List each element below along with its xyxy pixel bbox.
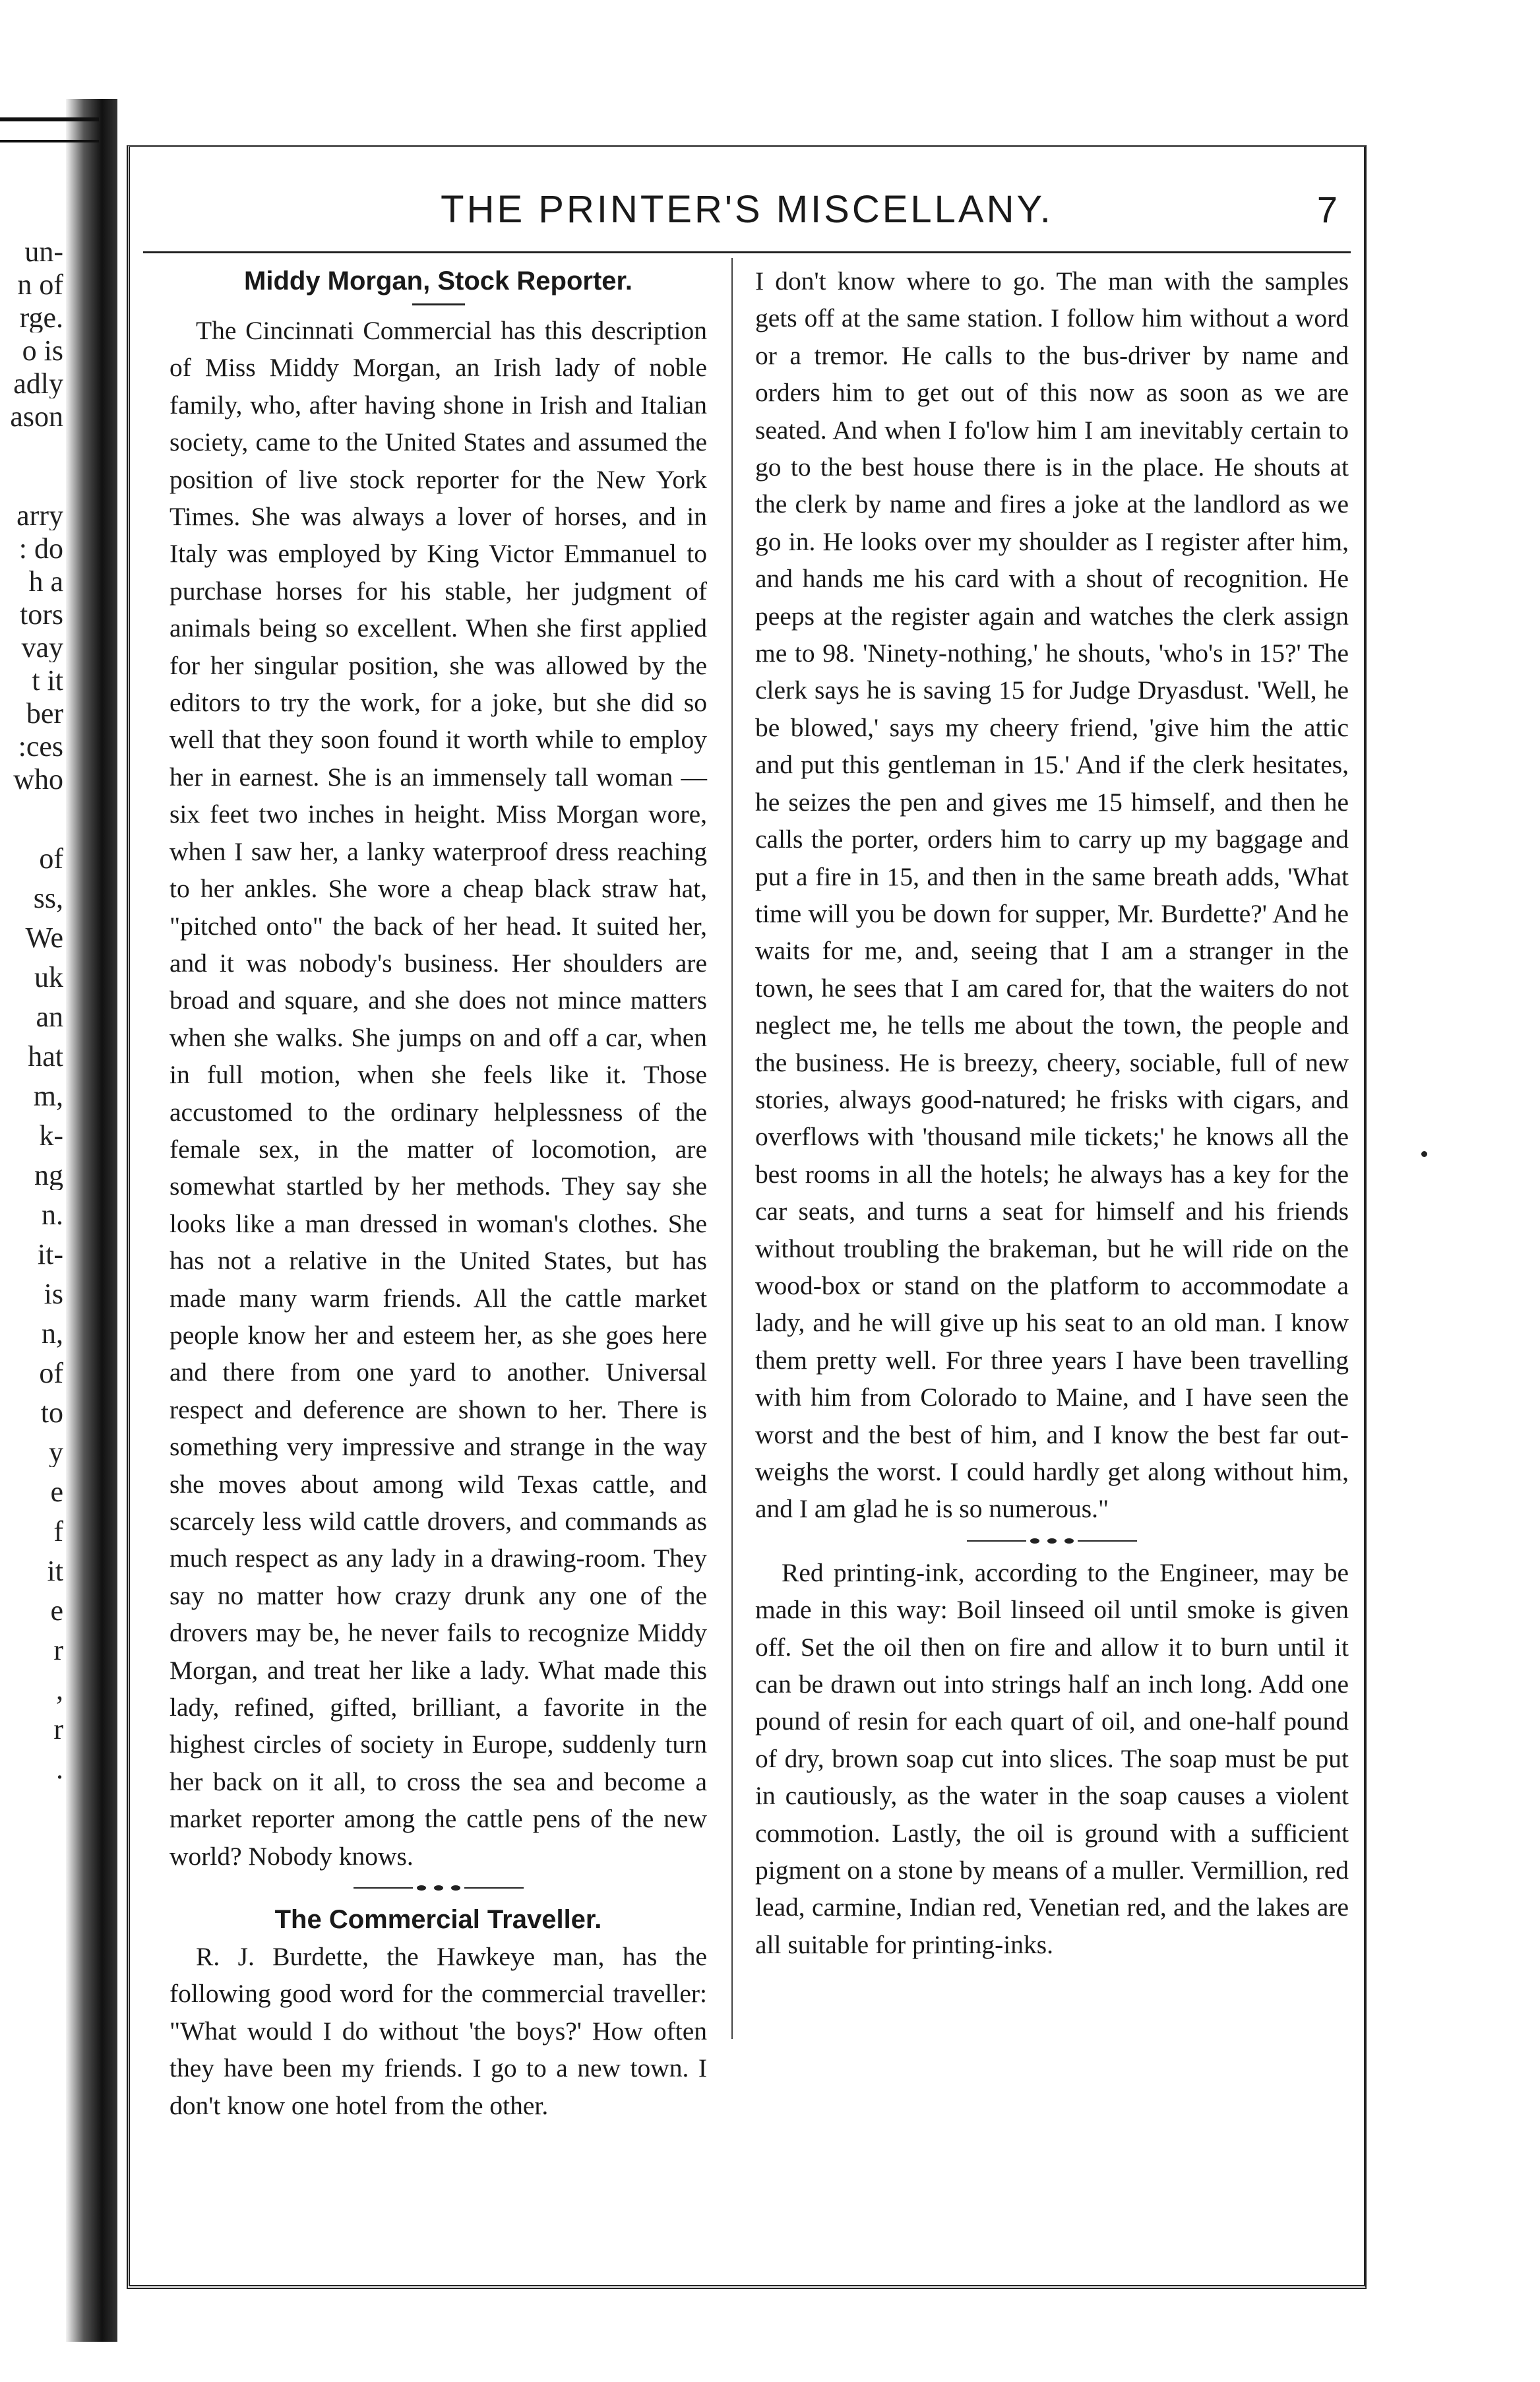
left-column	[169, 263, 707, 2124]
gutter-fragment: vay	[21, 633, 63, 662]
gutter-fragment: n.	[42, 1201, 63, 1230]
gutter-fragment: n,	[42, 1319, 63, 1348]
article-paragraph: R. J. Burdette, the Hawkeye man, has the following good word for the commercial traveller: "What would I do without 'the boys?' How often they have been my friends. I go to a new town. I don't know one hotel from the other.	[169, 1942, 707, 2120]
gutter-fragment: :ces	[18, 732, 63, 761]
gutter-fragment: ng	[34, 1161, 63, 1190]
ink-speck	[1421, 1151, 1427, 1157]
gutter-fragment: of	[39, 1359, 63, 1388]
binding-gutter	[0, 0, 132, 2382]
journal-title: THE PRINTER'S MISCELLANY.	[441, 188, 1053, 231]
article-paragraph: I don't know where to go. The man with the samples gets off at the same station. I follow him without a word or a tremor. He calls to the bus-driver by name and orders him to get out of this now as soon as we are seated. And when I fo'low him I am inevitably certain to go to the best house there is in the place. He shouts at the clerk by name and fires a joke at the landlord as we go in. He looks over my shoulder as I register after him, and hands me his card with a shout of recognition. He peeps at the register again and watches the clerk assign me to 98. 'Ninety-nothing,' he shouts, 'who's in 15?' The clerk says he is saving 15 for Judge Dryasdust. 'Well, he be blowed,' says my cheery friend, 'give him the attic and put this gentleman in 15.' And if the clerk hesitates, he seizes the pen and gives me 15 himself, and then he calls the porter, orders him to carry up my baggage and put a fire in 15, and then in the same breath adds, 'What time will you be down for supper, Mr. Burdette?' And he waits for me, and, seeing that I am a stranger in the town, he sees that I am cared for, that the waiters do not neglect me, he tells me about the town, the people and the business. He is breezy, cheery, sociable, full of new stories, always good-natured; he frisks with cigars, and overflows with 'thousand mile tickets;' he knows all the best rooms in all the hotels; he always has a key for the car seats, and turns a seat for himself and his friends without troubling the brakeman, but he will ride on the wood-box or stand on the platform to accommodate a lady, and he will give up his seat to an old man. I know them pretty well. For three years I have been travelling with him from Colorado to Maine, and I have seen the worst and the best of him, and I know the best far out-weighs the worst. I could hardly get along without him, and I am glad he is so numerous."	[755, 266, 1349, 1524]
heading-dash	[412, 303, 465, 305]
gutter-fragment: arry	[16, 501, 63, 530]
header-rule	[143, 251, 1351, 253]
gutter-fragment: ,	[56, 1676, 63, 1705]
gutter-fragment: n of	[17, 270, 63, 299]
gutter-fragment: tors	[20, 600, 63, 629]
gutter-fragment: o is	[22, 336, 63, 365]
article-paragraph: The Cincinnati Commercial has this description of Miss Middy Morgan, an Irish lady of noble family, who, after having shone in Irish and Italian society, came to the United States and assumed the position of live stock reporter for the New York Times. She was always a lover of horses, and in Italy was employed by King Victor Emmanuel to purchase horses for his stable, her judgment of animals being so excellent. When she first applied for her singular position, she was allowed by the editors to try the work, for a joke, but she did so well that they soon found it worth while to employ her in earnest. She is an immensely tall woman —six feet two inches in height. Miss Morgan wore, when I saw her, a lanky waterproof dress reaching to her ankles. She wore a cheap black straw hat, "pitched onto" the back of her head. It suited her, and it was nobody's business. Her shoulders are broad and square, and she does not mince matters when she walks. She jumps on and off a car, when in full motion, when she feels like it. Those accustomed to the ordinary helplessness of the female sex, in the matter of locomotion, are somewhat startled by her methods. They say she looks like a man dressed in woman's clothes. She has not a relative in the United States, but has made many warm friends. All the cattle market people know her and esteem her, as she goes here and there from one yard to another. Universal respect and deference are shown to her. There is something very impressive and strange in the way she moves about among wild Texas cattle, and scarcely less wild cattle drovers, and commands as much respect as any lady in a drawing-room. They say no matter how crazy drunk any one of the drovers may be, he never fails to recognize Middy Morgan, and treat her like a lady. What made this lady, refined, gifted, brilliant, a favorite in the highest circles of society in Europe, suddenly turn her back on it all, to cross the sea and become a market reporter among the cattle pens of the new world? Nobody knows.	[169, 316, 707, 1871]
gutter-fragment: h a	[28, 567, 63, 596]
gutter-fragment: ss,	[33, 884, 63, 913]
gutter-fragment: of	[39, 844, 63, 873]
gutter-fragment: rge.	[19, 303, 63, 332]
gutter-fragment: r	[53, 1715, 63, 1744]
running-header	[130, 180, 1364, 239]
right-column	[755, 263, 1349, 1963]
gutter-rule	[0, 117, 99, 121]
gutter-fragment: We	[25, 924, 63, 953]
gutter-fragment: k-	[39, 1121, 63, 1150]
gutter-fragment: un-	[24, 237, 63, 266]
gutter-fragment: m,	[33, 1082, 63, 1111]
gutter-fragment: it-	[37, 1240, 63, 1269]
article-heading: Middy Morgan, Stock Reporter.	[244, 266, 632, 296]
page	[127, 145, 1367, 2289]
gutter-fragment: to	[40, 1398, 63, 1427]
gutter-fragment: ber	[26, 699, 63, 728]
article-heading: The Commercial Traveller.	[274, 1905, 602, 1935]
gutter-fragment: is	[44, 1280, 63, 1309]
gutter-fragment: y	[49, 1438, 63, 1467]
section-ornament	[755, 1528, 1349, 1554]
gutter-fragment: : do	[18, 534, 63, 563]
gutter-fragment: f	[53, 1517, 63, 1546]
gutter-fragment: uk	[34, 963, 63, 992]
gutter-fragment: t it	[32, 666, 63, 695]
gutter-fragment: ason	[10, 402, 63, 431]
gutter-fragment: adly	[13, 369, 63, 398]
gutter-fragment: an	[36, 1003, 63, 1032]
column-divider	[731, 258, 733, 2039]
page-spine-shadow	[66, 99, 117, 2342]
gutter-fragment: r	[53, 1636, 63, 1665]
gutter-fragment: e	[50, 1596, 63, 1625]
page-number: 7	[1316, 189, 1338, 230]
article-paragraph: Red printing-ink, according to the Engineer, may be made in this way: Boil linseed oil until smoke is given off. Set the oil then on fire and allow it to burn until it can be drawn out into strings half an inch long. Add one pound of resin for each quart of oil, and one-half pound of dry, brown soap cut into slices. The soap must be put in cautiously, as the water in the soap causes a violent commotion. Lastly, the oil is ground with a sufficient pigment on a stone by means of a muller. Vermillion, red lead, carmine, Indian red, Venetian red, and the lakes are all suitable for printing-inks.	[755, 1557, 1349, 1959]
gutter-fragment: who	[13, 765, 63, 794]
gutter-fragment: e	[50, 1478, 63, 1507]
gutter-fragment: it	[47, 1557, 63, 1586]
section-ornament	[169, 1875, 707, 1901]
gutter-fragment: hat	[28, 1042, 63, 1071]
gutter-rule	[0, 140, 99, 142]
gutter-fragment: .	[56, 1755, 63, 1784]
